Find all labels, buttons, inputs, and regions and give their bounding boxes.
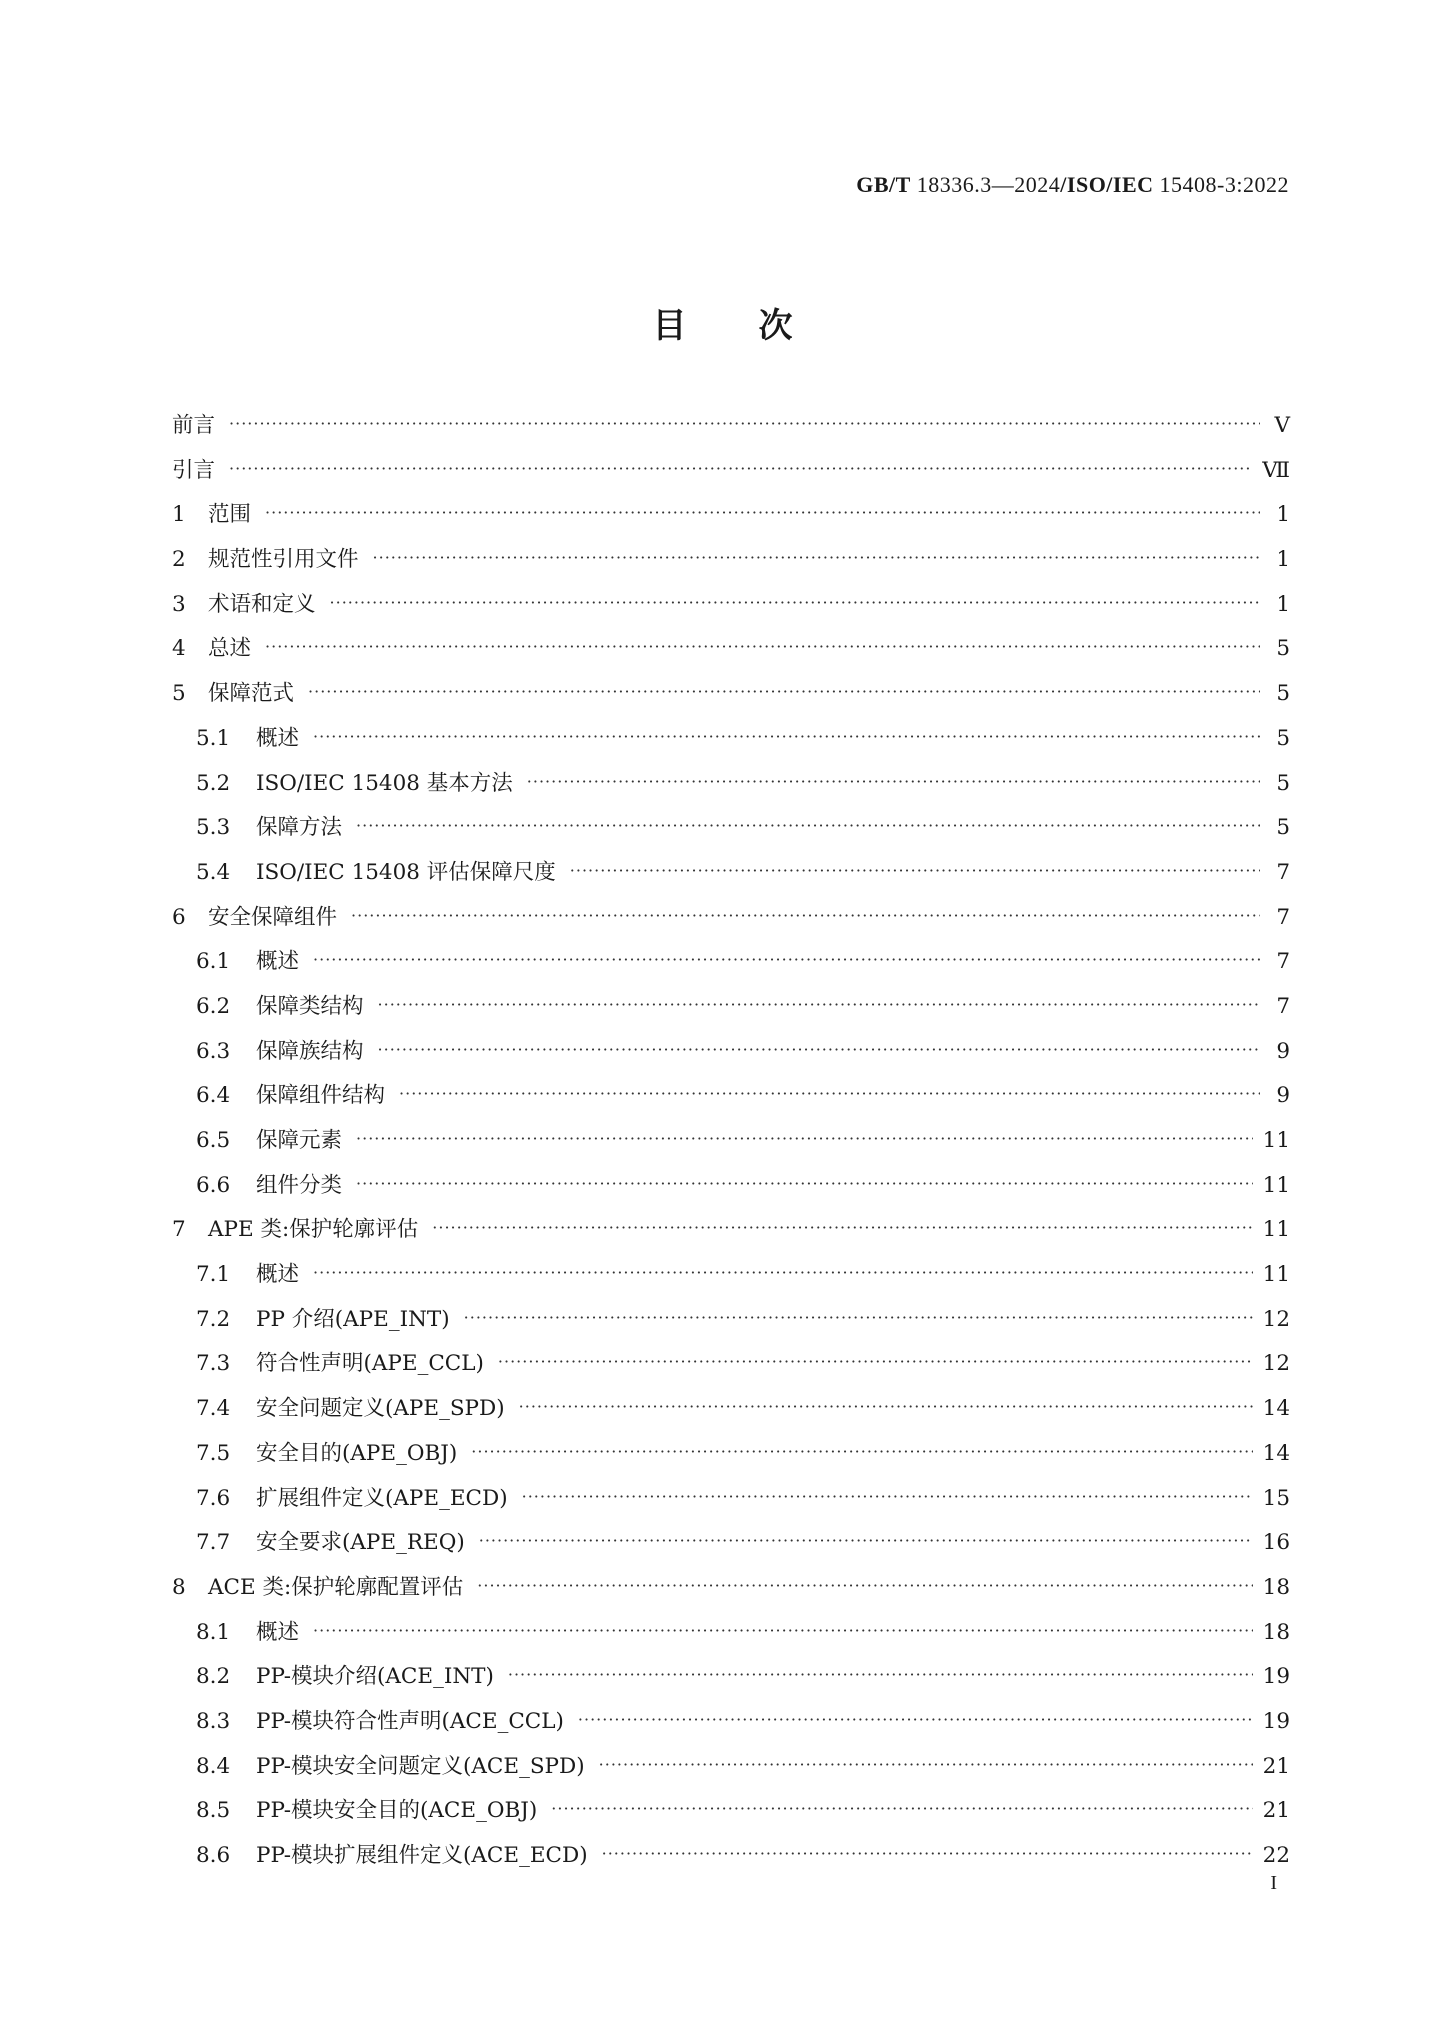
toc-entry-title: 符合性声明(APE_CCL): [256, 1351, 484, 1377]
toc-entry-title: 扩展组件定义(APE_ECD): [256, 1485, 508, 1511]
toc-entry-title: 安全目的(APE_OBJ): [256, 1440, 458, 1466]
toc-entry[interactable]: [172, 1123, 1290, 1168]
toc-entry-page: 21: [1262, 1753, 1290, 1779]
toc-leader-dots: [313, 950, 1260, 969]
toc-leader-dots: [464, 1308, 1253, 1327]
toc-entry-page: 15: [1262, 1485, 1290, 1511]
toc-entry-page: 7: [1276, 904, 1290, 930]
toc-entry[interactable]: [172, 453, 1290, 498]
toc-leader-dots: [527, 772, 1260, 791]
toc-entry-page: 5: [1276, 681, 1290, 707]
toc-entry-number: 6.6: [196, 1172, 231, 1198]
toc-leader-dots: [229, 414, 1260, 433]
toc-leader-dots: [498, 1352, 1253, 1371]
toc-entry-title: 概述: [256, 949, 300, 975]
toc-entry-page: 5: [1276, 770, 1290, 796]
toc-entry-page: 11: [1262, 1262, 1290, 1288]
toc-entry-number: 6.4: [196, 1083, 231, 1109]
toc-leader-dots: [602, 1844, 1253, 1863]
toc-entry-page: Ⅴ: [1274, 413, 1290, 438]
toc-entry-page: 19: [1262, 1664, 1290, 1690]
toc-entry[interactable]: [172, 810, 1290, 855]
toc-entry[interactable]: [172, 766, 1290, 811]
toc-entry-title: ACE 类:保护轮廓配置评估: [208, 1574, 464, 1600]
standard-code-year: 2024: [1014, 172, 1061, 197]
toc-entry-title: PP-模块符合性声明(ACE_CCL): [256, 1708, 564, 1734]
toc-leader-dots: [313, 1263, 1253, 1282]
toc-entry-number: 5.3: [196, 815, 231, 841]
toc-entry-number: 6.1: [196, 949, 231, 975]
toc-entry[interactable]: [172, 408, 1290, 453]
toc-entry[interactable]: [172, 989, 1290, 1034]
toc-entry-page: 7: [1276, 993, 1290, 1019]
toc-entry-number: 5.1: [196, 725, 231, 751]
standard-code-sep: —: [991, 172, 1015, 197]
toc-entry[interactable]: [172, 1838, 1290, 1883]
toc-entry-number: 8.5: [196, 1798, 231, 1824]
toc-leader-dots: [599, 1755, 1253, 1774]
toc-entry[interactable]: [172, 1793, 1290, 1838]
toc-entry-page: 1: [1276, 591, 1290, 617]
toc-entry-title: APE 类:保护轮廓评估: [208, 1217, 419, 1243]
toc-leader-dots: [378, 995, 1260, 1014]
page-title: 目次: [652, 306, 865, 346]
toc-entry-title: PP-模块安全目的(ACE_OBJ): [256, 1798, 538, 1824]
toc-entry[interactable]: [172, 1436, 1290, 1481]
toc-entry-number: 3: [172, 591, 186, 617]
toc-entry-number: 7.6: [196, 1485, 231, 1511]
toc-entry-title: 保障元素: [256, 1128, 343, 1153]
toc-leader-dots: [229, 459, 1252, 478]
toc-entry[interactable]: [172, 1749, 1290, 1794]
toc-entry[interactable]: [172, 587, 1290, 632]
toc-leader-dots: [519, 1397, 1253, 1416]
toc-entry-title: PP-模块扩展组件定义(ACE_ECD): [256, 1843, 588, 1868]
toc-leader-dots: [508, 1665, 1253, 1684]
toc-entry-title: 范围: [208, 502, 252, 528]
toc-entry-number: 5.4: [196, 859, 231, 885]
toc-entry[interactable]: [172, 944, 1290, 989]
toc-entry[interactable]: [172, 1570, 1290, 1615]
toc-entry-page: Ⅶ: [1262, 457, 1290, 483]
toc-entry-number: 8.1: [196, 1619, 231, 1645]
standard-code-number: 18336.3: [916, 172, 992, 197]
toc-entry-number: 6: [172, 904, 186, 930]
toc-entry-title: 概述: [256, 725, 300, 751]
toc-entry-page: 11: [1262, 1217, 1290, 1243]
toc-entry-number: 8.4: [196, 1753, 231, 1779]
toc-entry-page: 14: [1262, 1396, 1290, 1422]
toc-leader-dots: [356, 816, 1260, 835]
toc-entry[interactable]: [172, 1302, 1290, 1347]
table-of-contents: [172, 408, 1290, 1883]
toc-entry-page: 7: [1276, 859, 1290, 885]
toc-entry[interactable]: [172, 1078, 1290, 1123]
toc-entry-title: ISO/IEC 15408 评估保障尺度: [256, 859, 556, 885]
toc-leader-dots: [570, 861, 1260, 880]
toc-entry-title: 概述: [256, 1619, 300, 1645]
toc-entry[interactable]: [172, 631, 1290, 676]
toc-entry-page: 14: [1262, 1440, 1290, 1466]
toc-entry-page: 1: [1276, 547, 1290, 573]
toc-entry[interactable]: [172, 1346, 1290, 1391]
toc-entry-number: 5.2: [196, 770, 231, 796]
toc-entry[interactable]: [172, 1257, 1290, 1302]
toc-entry-number: 8.3: [196, 1708, 231, 1734]
toc-entry-page: 11: [1262, 1172, 1290, 1198]
toc-entry-number: 6.5: [196, 1128, 231, 1153]
standard-code-header: [856, 172, 1289, 198]
toc-entry[interactable]: [172, 676, 1290, 721]
toc-entry[interactable]: [172, 721, 1290, 766]
toc-entry-page: 12: [1262, 1351, 1290, 1377]
toc-leader-dots: [265, 637, 1260, 656]
toc-leader-dots: [265, 503, 1260, 522]
toc-entry-title: PP-模块安全问题定义(ACE_SPD): [256, 1753, 585, 1779]
toc-entry[interactable]: [172, 1168, 1290, 1213]
toc-entry-page: 16: [1262, 1530, 1290, 1556]
toc-entry-number: 7.2: [196, 1306, 231, 1332]
toc-entry-number: 7.7: [196, 1530, 231, 1556]
toc-entry-number: 1: [172, 502, 186, 528]
toc-entry-page: 9: [1276, 1038, 1290, 1064]
toc-entry-number: 6.3: [196, 1038, 231, 1064]
toc-entry-number: 6.2: [196, 993, 231, 1019]
toc-entry[interactable]: [172, 542, 1290, 587]
toc-leader-dots: [477, 1576, 1252, 1595]
toc-leader-dots: [313, 727, 1260, 746]
toc-entry-page: 18: [1262, 1619, 1290, 1645]
toc-entry[interactable]: [172, 1481, 1290, 1526]
toc-leader-dots: [522, 1487, 1253, 1506]
toc-entry-page: 18: [1262, 1574, 1290, 1600]
toc-leader-dots: [308, 682, 1260, 701]
toc-entry-title: PP-模块介绍(ACE_INT): [256, 1664, 494, 1690]
toc-entry-title: PP 介绍(APE_INT): [256, 1306, 450, 1332]
toc-leader-dots: [313, 1621, 1253, 1640]
toc-leader-dots: [432, 1218, 1252, 1237]
toc-entry-page: 5: [1276, 725, 1290, 751]
toc-entry-title: 保障范式: [208, 681, 295, 707]
toc-entry-title: 保障组件结构: [256, 1083, 386, 1109]
toc-leader-dots: [551, 1799, 1252, 1818]
toc-entry-title: 概述: [256, 1262, 300, 1288]
toc-entry-page: 12: [1262, 1306, 1290, 1332]
toc-entry-number: 4: [172, 636, 186, 662]
standard-code-iso: /ISO/IEC: [1060, 172, 1154, 197]
toc-entry-title: 总述: [208, 636, 252, 662]
toc-entry-title: 规范性引用文件: [208, 547, 359, 573]
toc-entry[interactable]: [172, 1659, 1290, 1704]
toc-entry-number: 8: [172, 1574, 186, 1600]
toc-entry[interactable]: [172, 855, 1290, 900]
toc-entry-title: 安全问题定义(APE_SPD): [256, 1396, 505, 1422]
toc-entry-page: 11: [1262, 1128, 1290, 1153]
toc-entry-title: 前言: [172, 413, 216, 438]
toc-entry-number: 7.1: [196, 1262, 231, 1288]
toc-entry-number: 8.2: [196, 1664, 231, 1690]
toc-entry-number: 5: [172, 681, 186, 707]
toc-entry-number: 2: [172, 547, 186, 573]
toc-entry-title: 安全保障组件: [208, 904, 338, 930]
toc-entry-page: 5: [1276, 636, 1290, 662]
toc-entry-page: 22: [1262, 1843, 1290, 1868]
toc-entry-title: 安全要求(APE_REQ): [256, 1530, 465, 1556]
toc-entry[interactable]: [172, 497, 1290, 542]
toc-leader-dots: [351, 906, 1260, 925]
toc-entry[interactable]: [172, 1525, 1290, 1570]
toc-entry[interactable]: [172, 1034, 1290, 1079]
toc-leader-dots: [471, 1442, 1252, 1461]
toc-entry-page: 19: [1262, 1708, 1290, 1734]
toc-entry-number: 8.6: [196, 1843, 231, 1868]
toc-entry-title: 保障方法: [256, 815, 343, 841]
standard-code-prefix: GB/T: [856, 172, 911, 197]
toc-entry-page: 21: [1262, 1798, 1290, 1824]
page-folio: I: [1270, 1872, 1277, 1894]
toc-entry[interactable]: [172, 900, 1290, 945]
toc-entry[interactable]: [172, 1615, 1290, 1660]
toc-entry[interactable]: [172, 1212, 1290, 1257]
toc-entry-title: 引言: [172, 457, 216, 483]
toc-leader-dots: [479, 1531, 1253, 1550]
toc-entry-number: 7.5: [196, 1440, 231, 1466]
toc-entry[interactable]: [172, 1391, 1290, 1436]
toc-entry-title: ISO/IEC 15408 基本方法: [256, 770, 513, 796]
toc-leader-dots: [373, 548, 1260, 567]
standard-code-iso-number: 15408-3:2022: [1159, 172, 1289, 197]
toc-leader-dots: [330, 593, 1260, 612]
toc-entry[interactable]: [172, 1704, 1290, 1749]
toc-leader-dots: [356, 1174, 1253, 1193]
toc-entry-page: 7: [1276, 949, 1290, 975]
toc-entry-page: 9: [1276, 1083, 1290, 1109]
toc-leader-dots: [399, 1084, 1260, 1103]
toc-entry-number: 7.4: [196, 1396, 231, 1422]
toc-entry-title: 保障类结构: [256, 993, 364, 1019]
toc-leader-dots: [578, 1710, 1253, 1729]
toc-entry-number: 7: [172, 1217, 186, 1243]
toc-leader-dots: [378, 1040, 1260, 1059]
toc-entry-number: 7.3: [196, 1351, 231, 1377]
toc-entry-page: 5: [1276, 815, 1290, 841]
toc-entry-title: 组件分类: [256, 1172, 343, 1198]
toc-entry-page: 1: [1276, 502, 1290, 528]
toc-entry-title: 术语和定义: [208, 591, 316, 617]
toc-leader-dots: [356, 1129, 1253, 1148]
toc-entry-title: 保障族结构: [256, 1038, 364, 1064]
